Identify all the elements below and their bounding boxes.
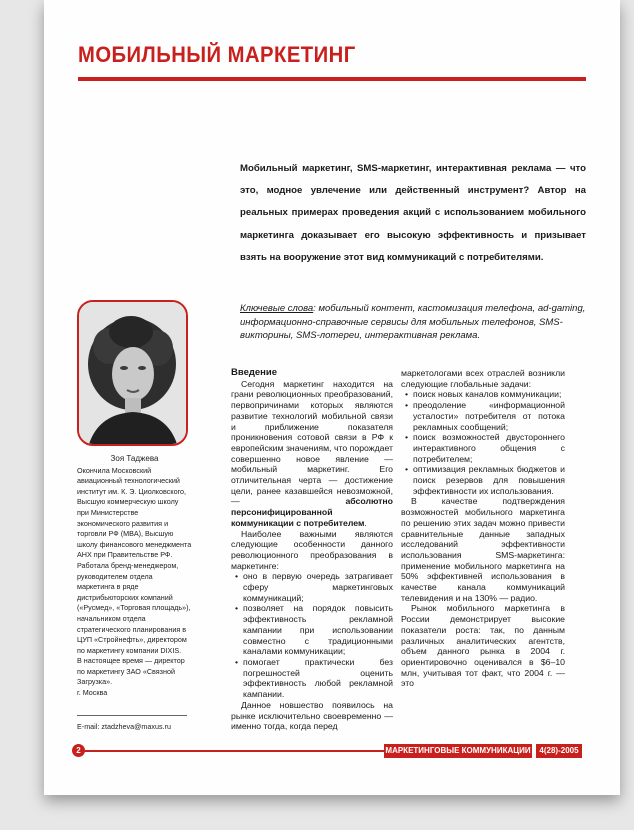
list-item: • преодоление «информационной усталости» потребителя от потока рекламных сообщений; [413, 400, 565, 432]
lead-paragraph: Мобильный маркетинг, SMS-маркетинг, интерактивная реклама — что это, модное увлечение или действенный инструмент? Автор на реальных примерах проведения акций с использованием мобильного маркетинга доказывает его высокую эффективность и призывает взять на вооружение этот вид коммуникаций с потребителями. [240, 163, 586, 263]
author-email: E-mail: ztadzheva@maxus.ru [77, 721, 171, 731]
paragraph-intro [231, 379, 393, 529]
journal-title: МАРКЕТИНГОВЫЕ КОММУНИКАЦИИ [384, 744, 532, 758]
keywords-label: Ключевые слова [240, 303, 314, 314]
list-item: • оптимизация рекламных бюджетов и поиск резервов для повышения эффективности их использования. [413, 464, 565, 496]
magazine-page [44, 0, 620, 795]
author-photo [77, 300, 188, 446]
article-title: МОБИЛЬНЫЙ МАРКЕТИНГ [78, 42, 356, 67]
paragraph-evidence: В качестве подтверждения возможностей мобильного маркетинга по решению этих задач можно привести сравнительные данные западных исследований эффективности использования SMS-маркетинга: применение мобильного маркетинга на 50% эффективней использования в качестве канала коммуникаций телевидения и на 130% — радио. [401, 496, 565, 603]
list-item: • поиск новых каналов коммуникации; [413, 389, 565, 400]
author-city: г. Москва [77, 688, 108, 698]
page-number: 2 [72, 744, 85, 757]
task-list [401, 389, 565, 496]
paragraph-intro-bold: абсолютно персонифицированной коммуникации с потребителем [231, 496, 393, 528]
author-bio-current: В настоящее время — директор по маркетингу ЗАО «Связной Загрузка». [77, 656, 185, 687]
paragraph-intro-text: Сегодня маркетинг находится на грани революционных преобразований, первопричинами которых являются развитие технологий мобильной связи и приближение показателя проникновения сотовой связи в РФ к европейским значениям, что порождает совершенно новое явление — мобильный маркетинг. Его отличительная черта — достижение цели, ранее казавшейся невозможной, — [231, 378, 393, 507]
page-footer [72, 744, 582, 758]
keywords [240, 302, 586, 343]
list-item: • поиск возможностей двустороннего интерактивного общения с потребителем; [413, 432, 565, 464]
paragraph-market: Рынок мобильного маркетинга в России демонстрирует высокие показатели роста: так, по данным различных аналитических агентств, объем данного рынка в 2004 г. ориентировочно оценивался в $6–10 млн, учитывая тот факт, что 2004 г. — это [401, 603, 565, 689]
paragraph-features: Наиболее важными являются следующие особенности данного революционного преобразования в маркетинге: [231, 528, 393, 571]
footer-rule [84, 750, 384, 752]
paragraph-novelty: Данное новшество появилось на рынке исключительно своевременно — именно тогда, когда перед [231, 699, 393, 732]
author-bio-education: Окончила Московский авиационный технологический институт им. К. Э. Циолковского, Высшую коммерческую школу при Министерстве экономического развития и торговли РФ (MBA), Высшую школу финансового менеджмента АНХ при Правительстве РФ. [77, 465, 192, 560]
title-rule [78, 77, 586, 81]
author-divider [77, 715, 187, 716]
author-info [77, 454, 192, 732]
feature-list [231, 571, 393, 699]
keywords-text: : мобильный контент, кастомизация телефона, ad-gaming, информационно-справочные сервисы для мобильных телефонов, SMS-викторины, SMS-лотереи, интерактивная реклама. [240, 303, 586, 341]
issue-number: 4(28)-2005 [536, 744, 582, 758]
list-item: • помогает практически без погрешностей оценить эффективность любой рекламной кампании. [243, 657, 393, 700]
list-item: • оно в первую очередь затрагивает сферу маркетинговых коммуникаций; [243, 571, 393, 603]
author-name: Зоя Таджева [110, 454, 159, 463]
list-item: • позволяет на порядок повысить эффективность рекламной кампании при использовании совместно с традиционными каналами коммуникации; [243, 603, 393, 657]
paragraph-tasks: маркетологами всех отраслей возникли следующие глобальные задачи: [401, 368, 565, 389]
paragraph-intro-end: . [364, 517, 367, 528]
author-bio-career: Работала бренд-менеджером, руководителем отдела маркетинга в ряде дистрибьюторских компаний («Русмед», «Торговая площадь»), начальником отдела стратегического планирования в ЦУП «Стройнефть», директором по маркетингу компании DIXIS. [77, 560, 191, 655]
article-column-1 [231, 368, 393, 732]
article-column-2 [401, 368, 565, 689]
section-heading: Введение [231, 367, 278, 378]
author-portrait-image [79, 302, 186, 444]
